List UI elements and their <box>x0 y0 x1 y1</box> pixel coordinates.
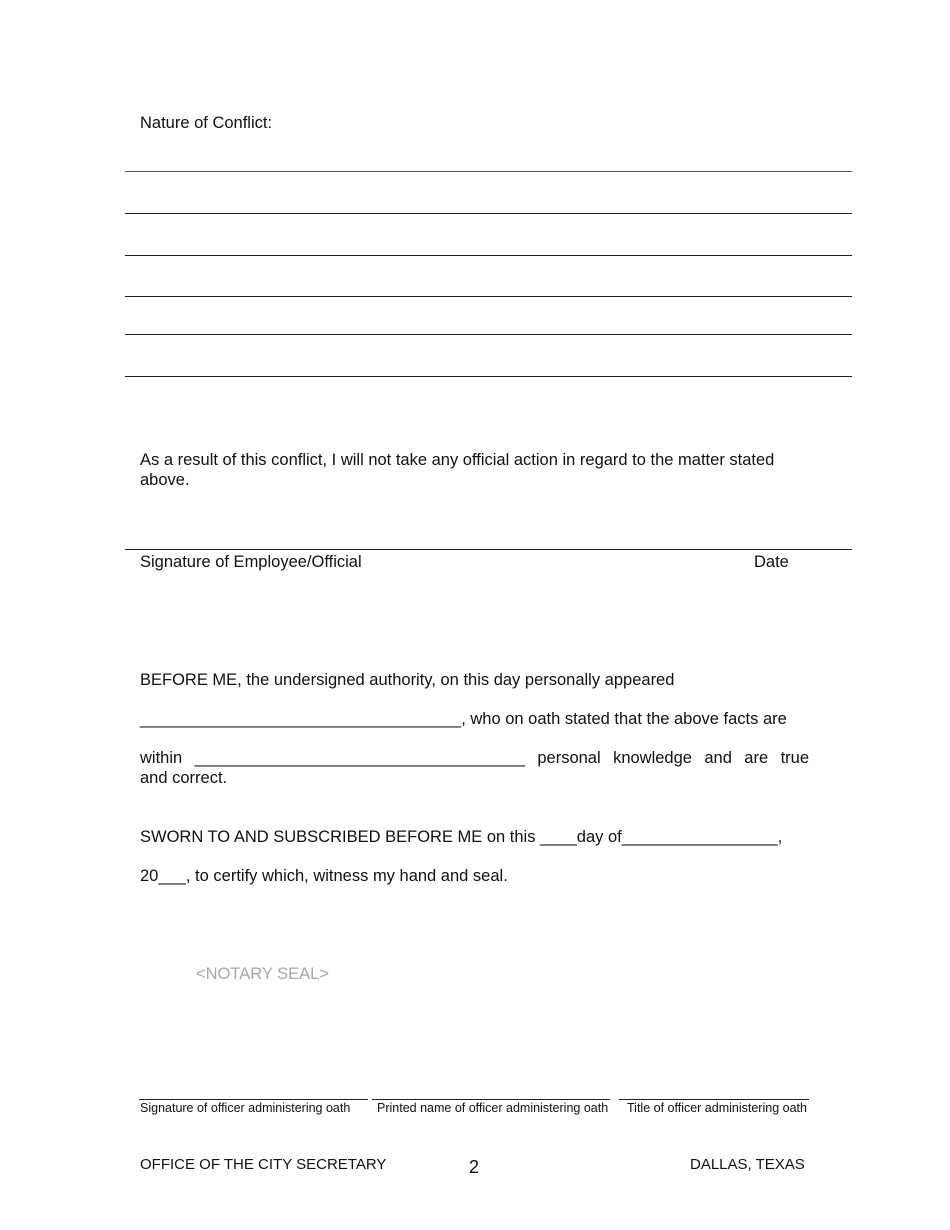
affidavit-line-3 <box>140 748 809 768</box>
conflict-writing-line <box>125 296 852 297</box>
affidavit-word: knowledge <box>613 749 692 767</box>
statement-line-1: As a result of this conflict, I will not take any official action in regard to the matter stated <box>140 451 775 469</box>
affiant-name-blank: ___________________________________ <box>140 710 462 728</box>
footer-location: DALLAS, TEXAS <box>690 1156 805 1173</box>
employee-signature-label: Signature of Employee/Official <box>140 553 362 571</box>
officer-title-caption: Title of officer administering oath <box>627 1101 807 1115</box>
notary-seal-placeholder: <NOTARY SEAL> <box>196 965 329 983</box>
affidavit-line-2 <box>140 709 809 729</box>
affidavit-line-4: and correct. <box>140 769 228 787</box>
affidavit-line-2-text: , who on oath stated that the above facts are <box>461 710 787 728</box>
page-number: 2 <box>469 1157 480 1177</box>
officer-printed-name-caption: Printed name of officer administering oath <box>377 1101 609 1115</box>
officer-signature-caption: Signature of officer administering oath <box>140 1101 351 1115</box>
conflict-writing-line <box>125 376 852 377</box>
affidavit-word: within <box>140 749 183 767</box>
employee-signature-line <box>125 549 852 550</box>
affidavit-word: personal <box>537 749 601 767</box>
affidavit-word: are <box>744 749 769 767</box>
conflict-writing-line <box>125 171 852 172</box>
affidavit-line-1: BEFORE ME, the undersigned authority, on this day personally appeared <box>140 671 675 689</box>
pronoun-blank: ____________________________________ <box>194 749 525 767</box>
affidavit-word: and <box>704 749 732 767</box>
statement-line-2: above. <box>140 471 190 489</box>
footer-office: OFFICE OF THE CITY SECRETARY <box>140 1156 387 1173</box>
conflict-writing-line <box>125 255 852 256</box>
conflict-writing-line <box>125 334 852 335</box>
date-label: Date <box>754 553 789 571</box>
sworn-line-1: SWORN TO AND SUBSCRIBED BEFORE ME on this ____day of_________________, <box>140 828 783 846</box>
sworn-line-2: 20___, to certify which, witness my hand and seal. <box>140 867 508 885</box>
conflict-writing-line <box>125 213 852 214</box>
affidavit-word: true <box>780 749 809 767</box>
nature-of-conflict-label: Nature of Conflict: <box>140 114 273 132</box>
